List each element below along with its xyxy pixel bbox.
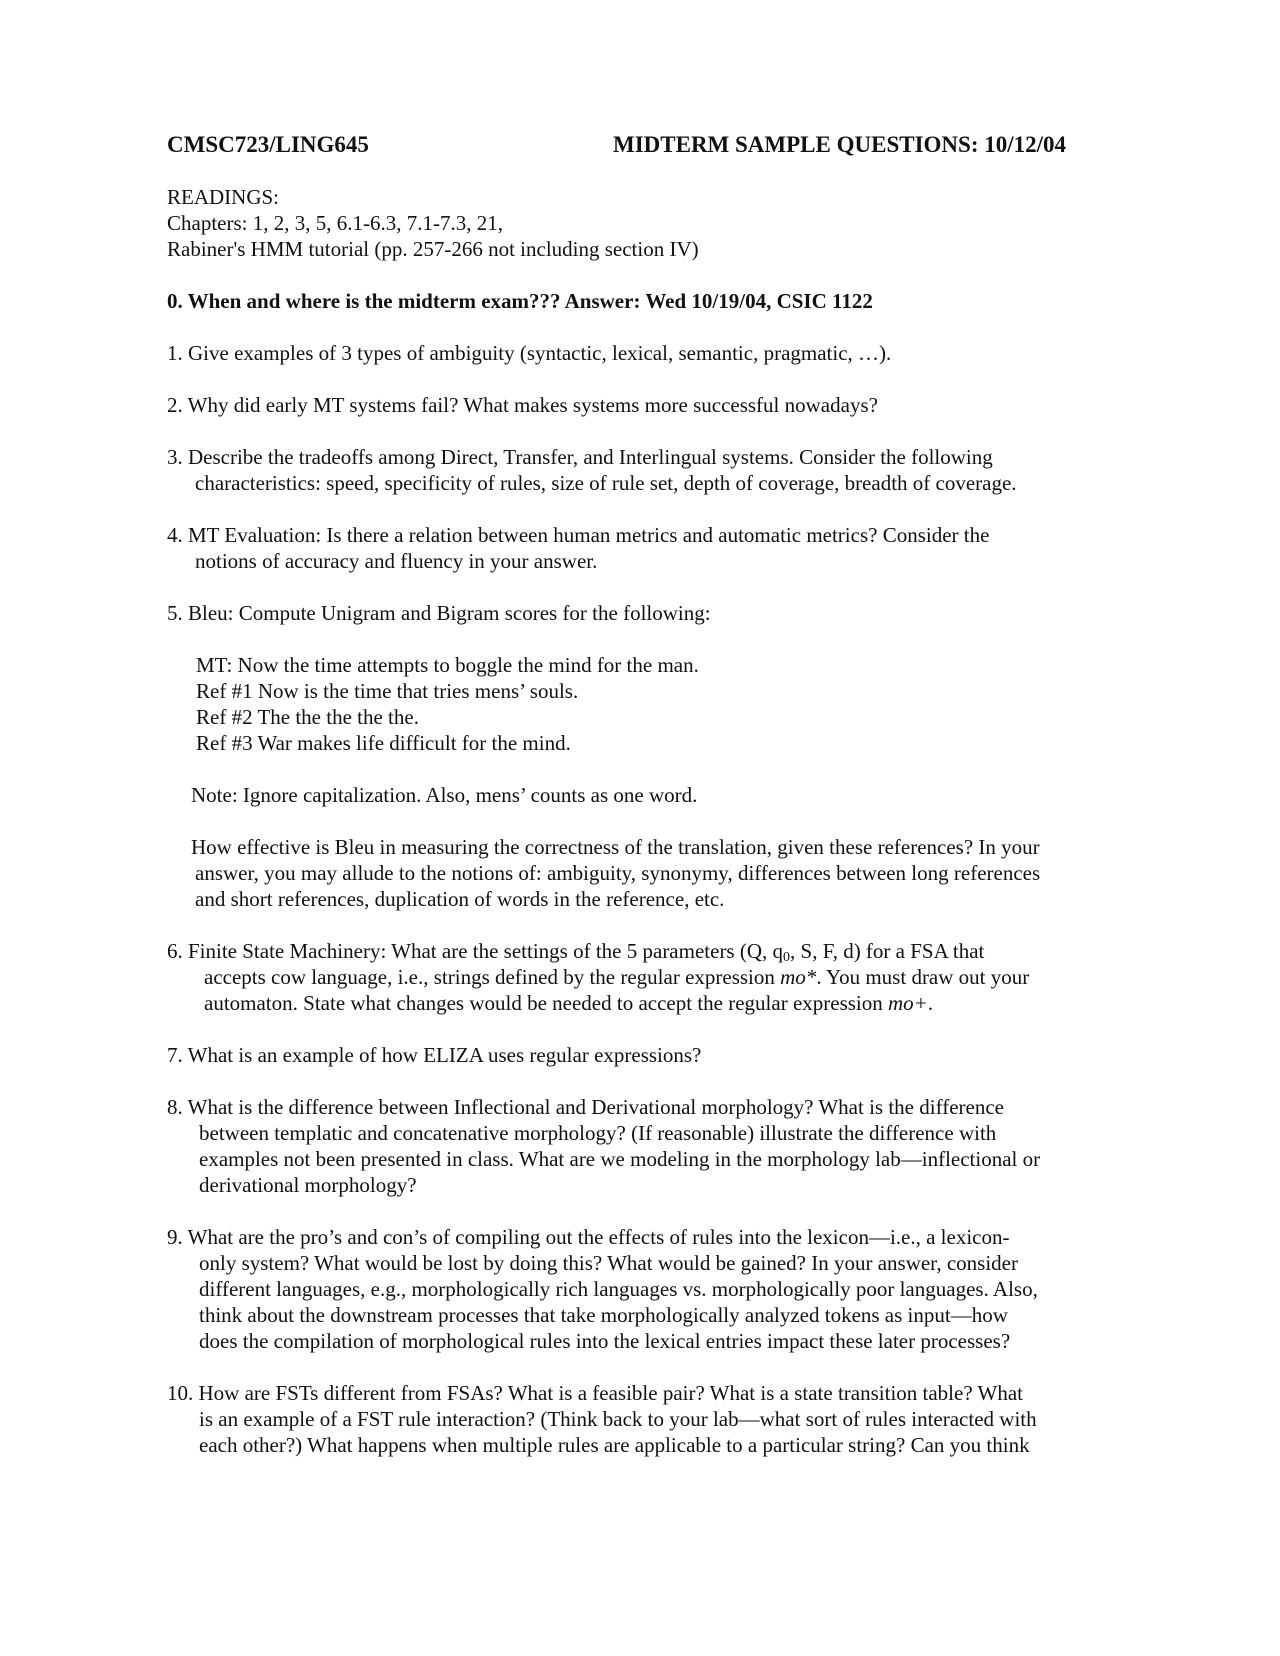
question-6-line-1 (167, 938, 984, 964)
regex-mo-plus: mo+ (888, 991, 928, 1015)
question-5-line-1: 5. Bleu: Compute Unigram and Bigram scores for the following: (167, 601, 711, 625)
regex-mo-star: mo* (780, 965, 817, 989)
question-10-line-2: is an example of a FST rule interaction? (Think back to your lab—what sort of rules interacted with (199, 1407, 1037, 1431)
question-9-line-2: only system? What would be lost by doing this? What would be gained? In your answer, consider (199, 1251, 1018, 1275)
question-9-line-3: different languages, e.g., morphologically rich languages vs. morphologically poor languages. Also, (199, 1277, 1038, 1301)
readings-tutorial: Rabiner's HMM tutorial (pp. 257-266 not including section IV) (167, 237, 699, 261)
question-1: 1. Give examples of 3 types of ambiguity (syntactic, lexical, semantic, pragmatic, …). (167, 341, 892, 365)
question-3-line-1: 3. Describe the tradeoffs among Direct, Transfer, and Interlingual systems. Consider the following (167, 445, 993, 469)
bleu-note: Note: Ignore capitalization. Also, mens’ counts as one word. (191, 783, 698, 807)
question-2: 2. Why did early MT systems fail? What makes systems more successful nowadays? (167, 393, 878, 417)
bleu-ref-2: Ref #2 The the the the the. (196, 705, 419, 729)
question-10-line-3: each other?) What happens when multiple rules are applicable to a particular string? Can you think (199, 1433, 1030, 1457)
question-6-line-2 (204, 964, 1029, 990)
question-3-line-2: characteristics: speed, specificity of rules, size of rule set, depth of coverage, breadth of coverage. (195, 471, 1017, 495)
question-6-line-3-text: automaton. State what changes would be needed to accept the regular expression (204, 991, 889, 1015)
question-5-para-line-2: answer, you may allude to the notions of: ambiguity, synonymy, differences between long references (195, 861, 1041, 885)
question-6-line-2-tail: . You must draw out your (816, 965, 1030, 989)
question-9-line-5: does the compilation of morphological rules into the lexical entries impact these later processes? (199, 1329, 1011, 1353)
readings-label: READINGS: (167, 185, 280, 209)
question-8-line-4: derivational morphology? (199, 1173, 417, 1197)
readings-chapters: Chapters: 1, 2, 3, 5, 6.1-6.3, 7.1-7.3, 21, (167, 211, 503, 235)
question-5-para-line-1: How effective is Bleu in measuring the correctness of the translation, given these references? In your (191, 835, 1040, 859)
question-6-line-1-text: 6. Finite State Machinery: What are the settings of the 5 parameters (Q, q (167, 939, 784, 963)
bleu-ref-3: Ref #3 War makes life difficult for the mind. (196, 731, 571, 755)
question-0: 0. When and where is the midterm exam??? Answer: Wed 10/19/04, CSIC 1122 (167, 289, 873, 313)
question-8-line-2: between templatic and concatenative morphology? (If reasonable) illustrate the difference with (199, 1121, 997, 1145)
question-8-line-3: examples not been presented in class. What are we modeling in the morphology lab—inflectional or (199, 1147, 1041, 1171)
question-5-para-line-3: and short references, duplication of words in the reference, etc. (195, 887, 725, 911)
question-9-line-4: think about the downstream processes that take morphologically analyzed tokens as input—how (199, 1303, 1008, 1327)
question-6-line-1-tail: , S, F, d) for a FSA that (790, 939, 985, 963)
question-10-line-1: 10. How are FSTs different from FSAs? What is a feasible pair? What is a state transition table? What (167, 1381, 1024, 1405)
question-7: 7. What is an example of how ELIZA uses regular expressions? (167, 1043, 702, 1067)
q-subscript: 0 (783, 950, 791, 965)
document-title: MIDTERM SAMPLE QUESTIONS: 10/12/04 (613, 132, 1067, 157)
course-code: CMSC723/LING645 (167, 132, 369, 157)
question-6-line-3 (204, 990, 933, 1016)
question-8-line-1: 8. What is the difference between Inflectional and Derivational morphology? What is the difference (167, 1095, 1004, 1119)
question-4-line-2: notions of accuracy and fluency in your answer. (195, 549, 598, 573)
question-6-line-3-tail: . (927, 991, 934, 1015)
question-6-line-2-text: accepts cow language, i.e., strings defined by the regular expression (204, 965, 781, 989)
question-4-line-1: 4. MT Evaluation: Is there a relation between human metrics and automatic metrics? Consider the (167, 523, 990, 547)
question-9-line-1: 9. What are the pro’s and con’s of compiling out the effects of rules into the lexicon—i.e., a lexicon- (167, 1225, 1010, 1249)
bleu-mt-sentence: MT: Now the time attempts to boggle the mind for the man. (196, 653, 699, 677)
bleu-ref-1: Ref #1 Now is the time that tries mens’ souls. (196, 679, 579, 703)
